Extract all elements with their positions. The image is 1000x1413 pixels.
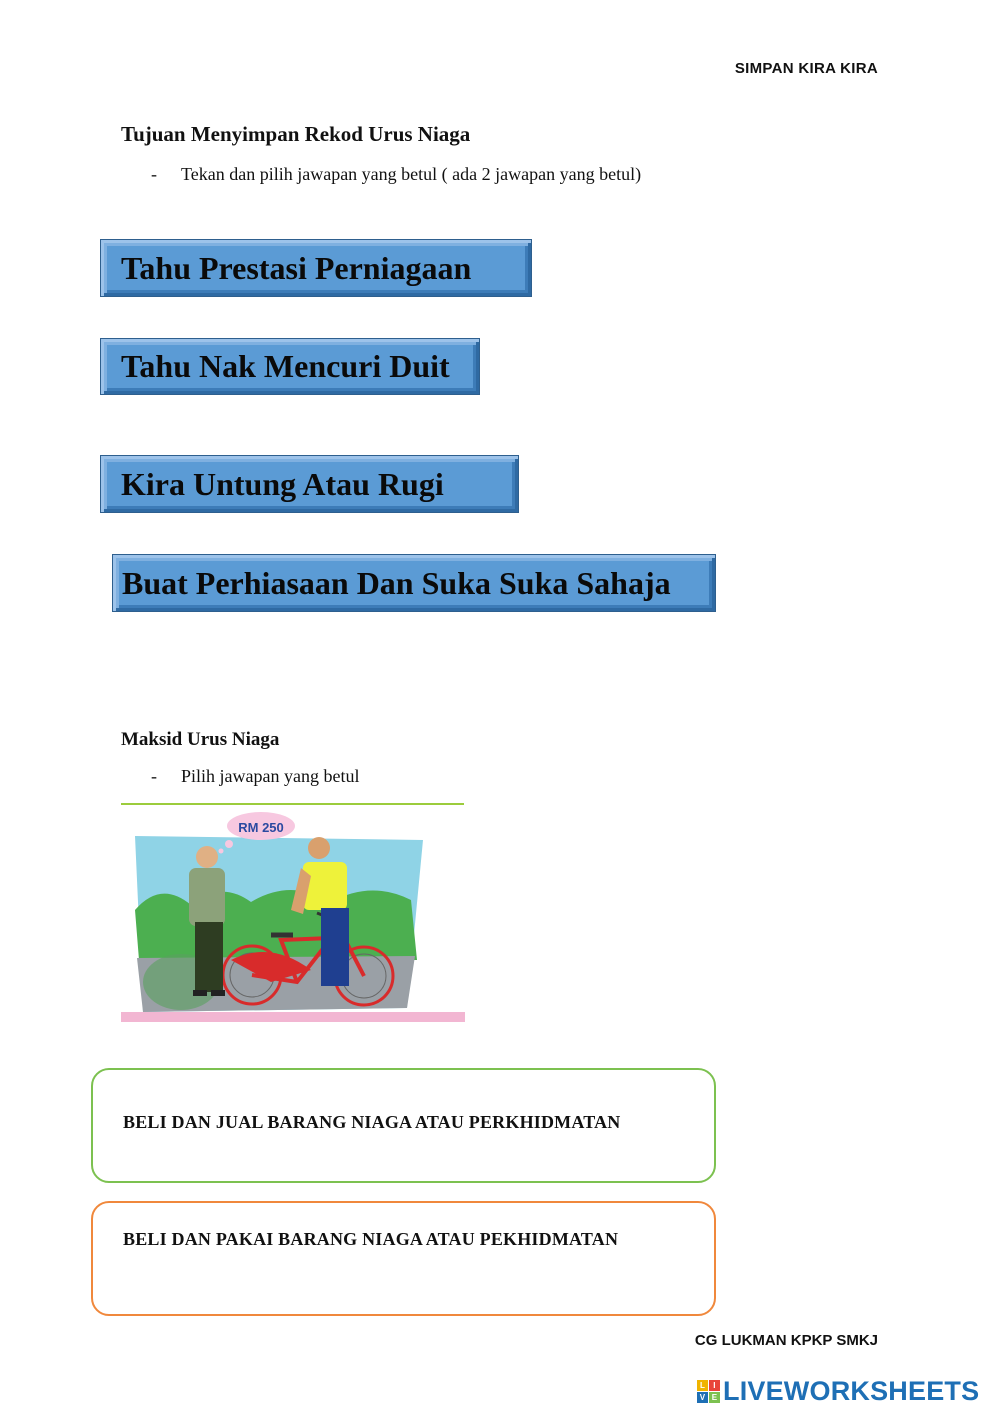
footer-credit: CG LUKMAN KPKP SMKJ: [694, 1332, 878, 1349]
logo-text: LIVEWORKSHEETS: [723, 1376, 980, 1406]
option-label: Tahu Nak Mencuri Duit: [121, 348, 450, 384]
thought-bubble-text: RM 250: [238, 820, 284, 835]
option-label: Kira Untung Atau Rugi: [121, 465, 444, 502]
liveworksheets-logo[interactable]: [697, 1376, 979, 1407]
option-label: Tahu Prestasi Perniagaan: [121, 249, 472, 286]
section2-title: Maksid Urus Niaga: [121, 729, 280, 750]
option-button-1[interactable]: [100, 239, 532, 297]
divider-line: [121, 803, 464, 805]
option-label: Buat Perhiasaan Dan Suka Suka Sahaja: [122, 564, 671, 601]
option-button-4[interactable]: [112, 554, 716, 612]
header-label: SIMPAN KIRA KIRA: [734, 60, 878, 77]
bullet-dash: -: [151, 164, 157, 184]
bicycle-sale-illustration: [121, 810, 465, 1022]
option-button-2[interactable]: [100, 338, 480, 395]
section1-instruction: [151, 164, 641, 185]
logo-icon: L I V E: [697, 1380, 720, 1403]
answer-button-1[interactable]: [91, 1068, 716, 1183]
section1-title: Tujuan Menyimpan Rekod Urus Niaga: [121, 122, 471, 146]
section2-instruction: [151, 766, 359, 787]
answer-label: BELI DAN JUAL BARANG NIAGA ATAU PERKHIDMATAN: [123, 1112, 621, 1132]
bullet-dash: -: [151, 766, 157, 786]
answer-label: BELI DAN PAKAI BARANG NIAGA ATAU PEKHIDMATAN: [123, 1229, 619, 1249]
section1-instruction-text: Tekan dan pilih jawapan yang betul ( ada 2 jawapan yang betul): [181, 164, 642, 184]
option-button-3[interactable]: [100, 455, 519, 513]
section2-instruction-text: Pilih jawapan yang betul: [181, 766, 360, 786]
answer-button-2[interactable]: [91, 1201, 716, 1316]
